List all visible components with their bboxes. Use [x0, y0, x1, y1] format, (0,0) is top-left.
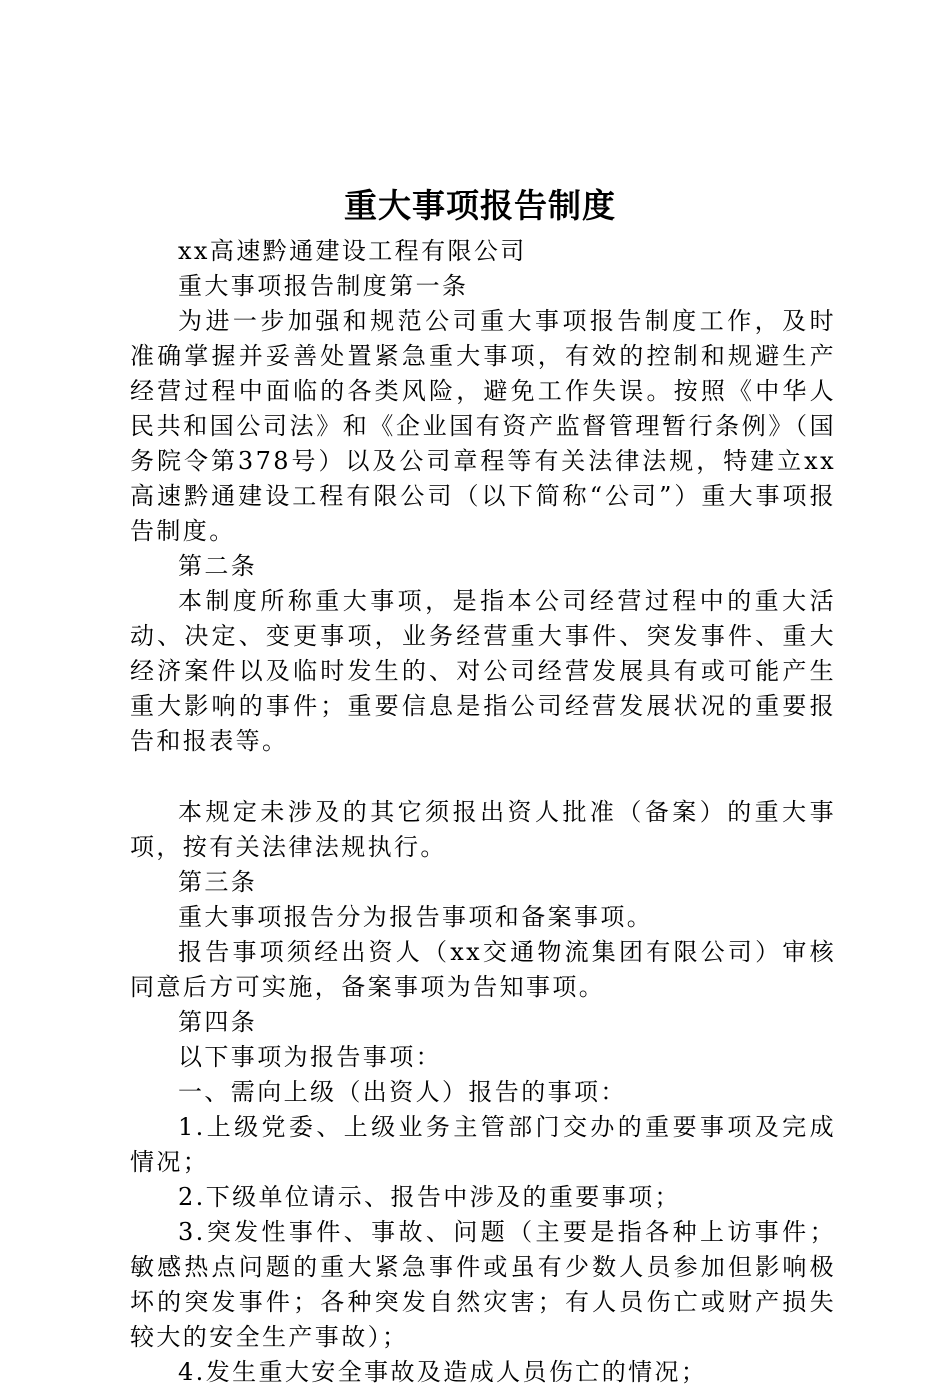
paragraph: 本规定未涉及的其它须报出资人批准（备案）的重大事项，按有关法律法规执行。 — [130, 798, 836, 861]
paragraph: 重大事项报告分为报告事项和备案事项。 — [178, 903, 654, 931]
section-heading: 一、需向上级（出资人）报告的事项： — [178, 1078, 627, 1106]
document-title: 重大事项报告制度 — [344, 186, 616, 225]
list-item: 3.突发性事件、事故、问题（主要是指各种上访事件；敏感热点问题的重大紧急事件或虽有少数人员参加但影响极坏的突发事件；各种突发自然灾害；有人员伤亡或财产损失较大的安全生产事故）； — [130, 1218, 836, 1351]
list-item: 2.下级单位请示、报告中涉及的重要事项； — [178, 1183, 681, 1211]
list-item: 1.上级党委、上级业务主管部门交办的重要事项及完成情况； — [130, 1113, 836, 1176]
paragraph: 报告事项须经出资人（xx交通物流集团有限公司）审核同意后方可实施，备案事项为告知事项。 — [130, 938, 836, 1001]
article-heading-1: 重大事项报告制度第一条 — [178, 272, 469, 300]
list-item: 4.发生重大安全事故及造成人员伤亡的情况； — [178, 1358, 708, 1386]
article-heading-3: 第三条 — [178, 868, 258, 896]
company-name: xx高速黔通建设工程有限公司 — [178, 237, 527, 265]
paragraph: 为进一步加强和规范公司重大事项报告制度工作，及时准确掌握并妥善处置紧急重大事项，有效的控制和规避生产经营过程中面临的各类风险，避免工作失误。按照《中华人民共和国公司法》和《企业国有资产监督管理暂行条例》（国务院令第378号）以及公司章程等有关法律法规，特建立xx高速黔通建设工程有限公司（以下简称“公司”）重大事项报告制度。 — [130, 307, 836, 545]
article-heading-4: 第四条 — [178, 1008, 258, 1036]
paragraph: 本制度所称重大事项，是指本公司经营过程中的重大活动、决定、变更事项，业务经营重大事件、突发事件、重大经济案件以及临时发生的、对公司经营发展具有或可能产生重大影响的事件；重要信息是指公司经营发展状况的重要报告和报表等。 — [130, 587, 836, 755]
article-heading-2: 第二条 — [178, 552, 258, 580]
paragraph: 以下事项为报告事项： — [178, 1043, 442, 1071]
document-body — [130, 234, 836, 1390]
